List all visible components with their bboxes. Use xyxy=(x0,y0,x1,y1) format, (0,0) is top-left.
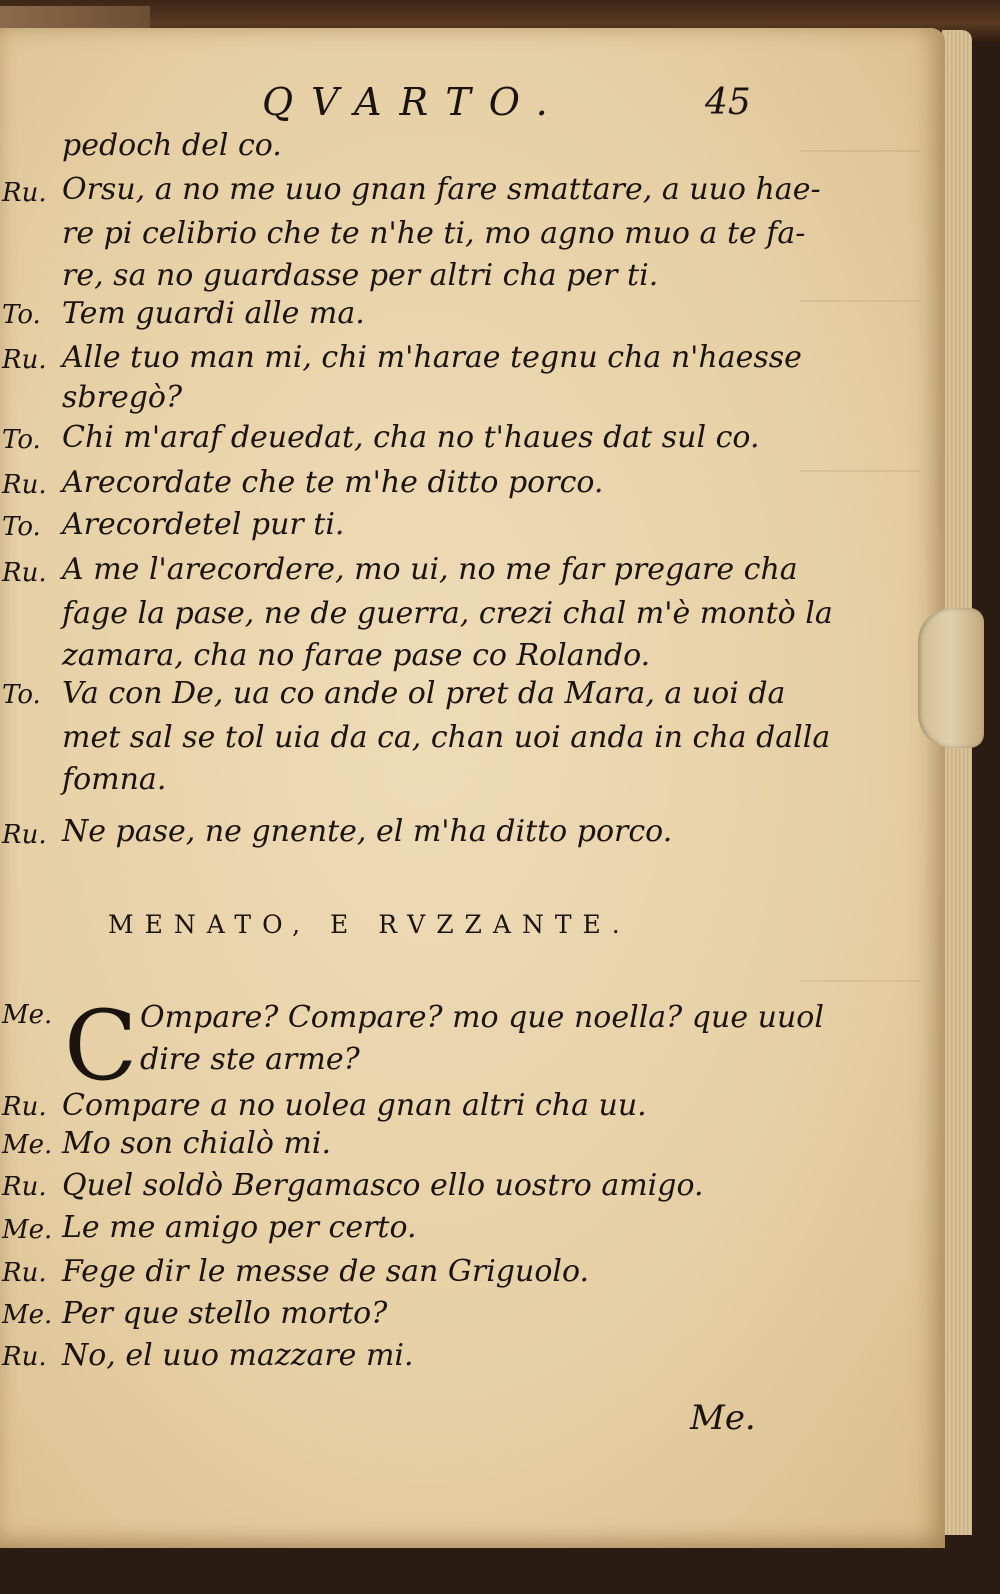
bleed-through xyxy=(800,470,920,472)
text-line: fage la pase, ne de guerra, crezi chal m'è montò la xyxy=(62,596,833,631)
text-line: Per que stello morto? xyxy=(62,1296,388,1331)
speaker-label: Ru. xyxy=(2,470,47,500)
text-line: Le me amigo per certo. xyxy=(62,1210,417,1245)
text-line: re pi celibrio che te n'he ti, mo agno muo a te fa- xyxy=(62,216,806,251)
speaker-label: To. xyxy=(2,680,41,710)
text-line: Arecordetel pur ti. xyxy=(62,507,345,542)
text-line: Ompare? Compare? mo que noella? que uuol xyxy=(140,1000,824,1035)
bleed-through xyxy=(800,980,920,982)
text-line: dire ste arme? xyxy=(140,1042,360,1077)
text-line: fomna. xyxy=(62,762,167,797)
text-line: pedoch del co. xyxy=(62,128,282,163)
text-line: Compare a no uolea gnan altri cha uu. xyxy=(62,1088,647,1123)
text-line: No, el uuo mazzare mi. xyxy=(62,1338,414,1373)
speaker-label: Ru. xyxy=(2,1342,47,1372)
text-line: met sal se tol uia da ca, chan uoi anda in cha dalla xyxy=(62,720,831,755)
section-heading: MENATO, E RVZZANTE. xyxy=(108,910,631,939)
speaker-label: Me. xyxy=(2,1130,53,1160)
drop-capital: C xyxy=(64,990,138,1102)
speaker-label: Ru. xyxy=(2,820,47,850)
text-line: zamara, cha no farae pase co Rolando. xyxy=(62,638,651,673)
text-line: Chi m'araf deuedat, cha no t'haues dat sul co. xyxy=(62,420,760,455)
speaker-label: Me. xyxy=(2,1000,53,1030)
text-line: Quel soldò Bergamasco ello uostro amigo. xyxy=(62,1168,704,1203)
speaker-label: To. xyxy=(2,512,41,542)
speaker-label: Ru. xyxy=(2,178,47,208)
running-head: QVARTO. xyxy=(262,80,566,124)
text-line: Alle tuo man mi, chi m'harae tegnu cha n'haesse xyxy=(62,340,802,375)
bleed-through xyxy=(800,150,920,152)
text-line: Va con De, ua co ande ol pret da Mara, a uoi da xyxy=(62,676,786,711)
page-number: 45 xyxy=(705,82,751,123)
catchword: Me. xyxy=(690,1398,756,1438)
speaker-label: Me. xyxy=(2,1215,53,1245)
speaker-label: Ru. xyxy=(2,558,47,588)
text-line: Tem guardi alle ma. xyxy=(62,296,365,331)
speaker-label: To. xyxy=(2,425,41,455)
speaker-label: Ru. xyxy=(2,1172,47,1202)
speaker-label: Me. xyxy=(2,1300,53,1330)
text-line: Ne pase, ne gnente, el m'ha ditto porco. xyxy=(62,814,673,849)
speaker-label: To. xyxy=(2,300,41,330)
text-line: Arecordate che te m'he ditto porco. xyxy=(62,465,604,500)
bleed-through xyxy=(800,300,920,302)
text-line: re, sa no guardasse per altri cha per ti. xyxy=(62,258,659,293)
speaker-label: Ru. xyxy=(2,1092,47,1122)
speaker-label: Ru. xyxy=(2,345,47,375)
clasp-tab xyxy=(918,608,984,748)
speaker-label: Ru. xyxy=(2,1258,47,1288)
text-line: A me l'arecordere, mo ui, no me far pregare cha xyxy=(62,552,798,587)
text-line: sbregò? xyxy=(62,380,183,415)
text-line: Mo son chialò mi. xyxy=(62,1126,332,1161)
page-edges xyxy=(942,30,972,1535)
text-line: Fege dir le messe de san Griguolo. xyxy=(62,1254,590,1289)
text-line: Orsu, a no me uuo gnan fare smattare, a uuo hae- xyxy=(62,172,821,207)
